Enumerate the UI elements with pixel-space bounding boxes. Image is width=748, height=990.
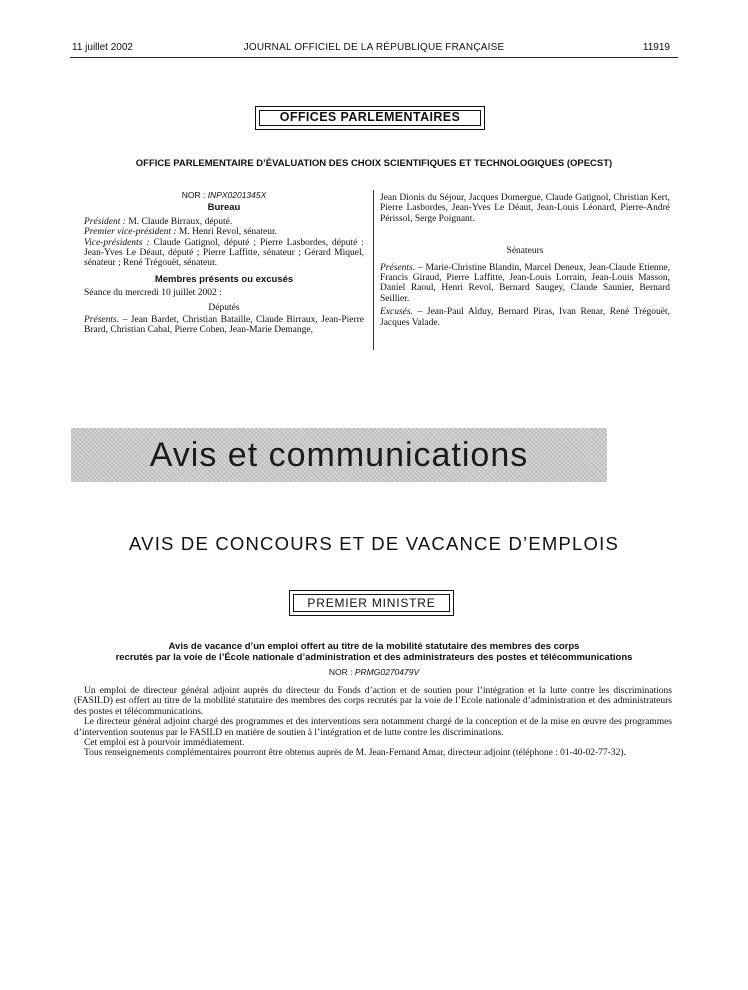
- notice-title-line2: recrutés par la voie de l’École nationale d’administration et des administrateurs des postes et télécommunications: [115, 652, 633, 663]
- vps-text: Claude Gatignol, député ; Pierre Lasbordes, député : Jean-Yves Le Déaut, député ; Pierre Laffitte, sénateur ; Gérard Miquel, sénateur ; René Trégouët, sénateur.: [84, 237, 365, 269]
- nor-label: NOR :: [181, 190, 206, 200]
- body-paragraph: Tous renseignements complémentaires pourront être obtenus auprès de M. Jean-Fernand Amar, directeur adjoint (téléphone : 01-40-02-77-32).: [84, 748, 626, 759]
- president-label: Président :: [84, 216, 126, 227]
- body-paragraph: Un emploi de directeur général adjoint auprès du directeur du Fonds d’action et de soutien pour l’intégration et la lutte contre les discriminations (FASILD) est offert au titre de la mobilité statutaire des membres des corps recrutés par la voie de l’Ecole nationale d’administration et des administrateurs des postes et télécommunications.: [74, 686, 672, 717]
- notice-nor-label: NOR :: [328, 667, 353, 677]
- page-number: 11919: [642, 42, 670, 53]
- presents-label: Présents.: [84, 315, 120, 326]
- presents-senateurs-text: – Marie-Christine Blandin, Marcel Deneux, Jean-Claude Etienne, Francis Giraud, Pierre Laffitte, Jean-Louis Lorrain, Jean-Louis Masson, Daniel Raoul, Henri Revol, Bernard Saugey, Claude Saunier, Bernard Seillier.: [380, 262, 671, 304]
- presents-senateurs-line: [380, 263, 670, 305]
- left-column: [84, 190, 364, 336]
- vp1-line: [84, 227, 364, 237]
- body-paragraph: Cet emploi est à pourvoir immédiatement.: [84, 738, 245, 749]
- vps-line: [84, 238, 364, 269]
- seance-line: Séance du mercredi 10 juillet 2002 :: [84, 288, 222, 299]
- bureau-heading: Bureau: [207, 202, 241, 214]
- senateurs-heading: Sénateurs: [506, 246, 544, 257]
- presents-deputes-text: – Jean Bardet, Christian Bataille, Claude Birraux, Jean-Pierre Brard, Christian Cabal, Pierre Cohen, Jean-Marie Demange,: [84, 315, 365, 336]
- banner-title: Avis et communications: [149, 436, 529, 474]
- body-paragraph: Le directeur général adjoint chargé des programmes et des interventions sera notamment chargé de la conception et de la mise en œuvre des programmes d’intervention soutenus par le FASILD en matière de soutien à l’intégration et de lutte contre les discriminations.: [74, 717, 672, 738]
- excuses-label: Excusés.: [380, 307, 413, 318]
- office-title: OFFICE PARLEMENTAIRE D’ÉVALUATION DES CHOIX SCIENTIFIQUES ET TECHNOLOGIQUES (OPECST): [135, 158, 613, 169]
- notice-title-line1: Avis de vacance d’un emploi offert au titre de la mobilité statutaire des membres des corps: [168, 641, 580, 652]
- presents-label: Présents.: [380, 262, 416, 273]
- vps-label: Vice-présidents :: [84, 237, 150, 248]
- presents-deputes-continued: Jean Dionis du Séjour, Jacques Domergue, Claude Gatignol, Christian Kert, Pierre Lasbordes, Jean-Yves Le Déaut, Jean-Louis Léonard, Pierre-André Périssol, Serge Poignant.: [380, 193, 670, 224]
- notice-body: [74, 686, 672, 759]
- header-date: 11 juillet 2002: [72, 42, 133, 53]
- excuses-text: – Jean-Paul Alduy, Bernard Piras, Ivan Renar, René Trégouët, Jacques Valade.: [380, 307, 671, 328]
- vp1-text: M. Henri Revol, sénateur.: [178, 227, 278, 238]
- column-divider: [373, 190, 374, 350]
- right-column: [380, 193, 670, 328]
- notice-nor-code: PRMG0270479V: [354, 667, 420, 677]
- nor-reference: [84, 190, 364, 200]
- vp1-label: Premier vice-président :: [84, 227, 177, 238]
- nor-code: INPX0201345X: [207, 190, 267, 200]
- notice-nor: [0, 667, 748, 677]
- journal-title: JOURNAL OFFICIEL DE LA RÉPUBLIQUE FRANÇAISE: [243, 42, 505, 53]
- presents-deputes-line: [84, 315, 364, 336]
- president-line: [84, 217, 364, 227]
- president-text: M. Claude Birraux, député.: [128, 216, 233, 227]
- ministry-title: PREMIER MINISTRE: [307, 596, 436, 610]
- deputes-heading: Députés: [208, 302, 240, 313]
- section-title: OFFICES PARLEMENTAIRES: [279, 110, 461, 124]
- notice-title: [60, 641, 688, 663]
- members-heading: Membres présents ou excusés: [154, 273, 294, 285]
- excuses-line: [380, 307, 670, 328]
- avis-title: AVIS DE CONCOURS ET DE VACANCE D’EMPLOIS: [128, 533, 620, 554]
- header-rule: [70, 57, 678, 58]
